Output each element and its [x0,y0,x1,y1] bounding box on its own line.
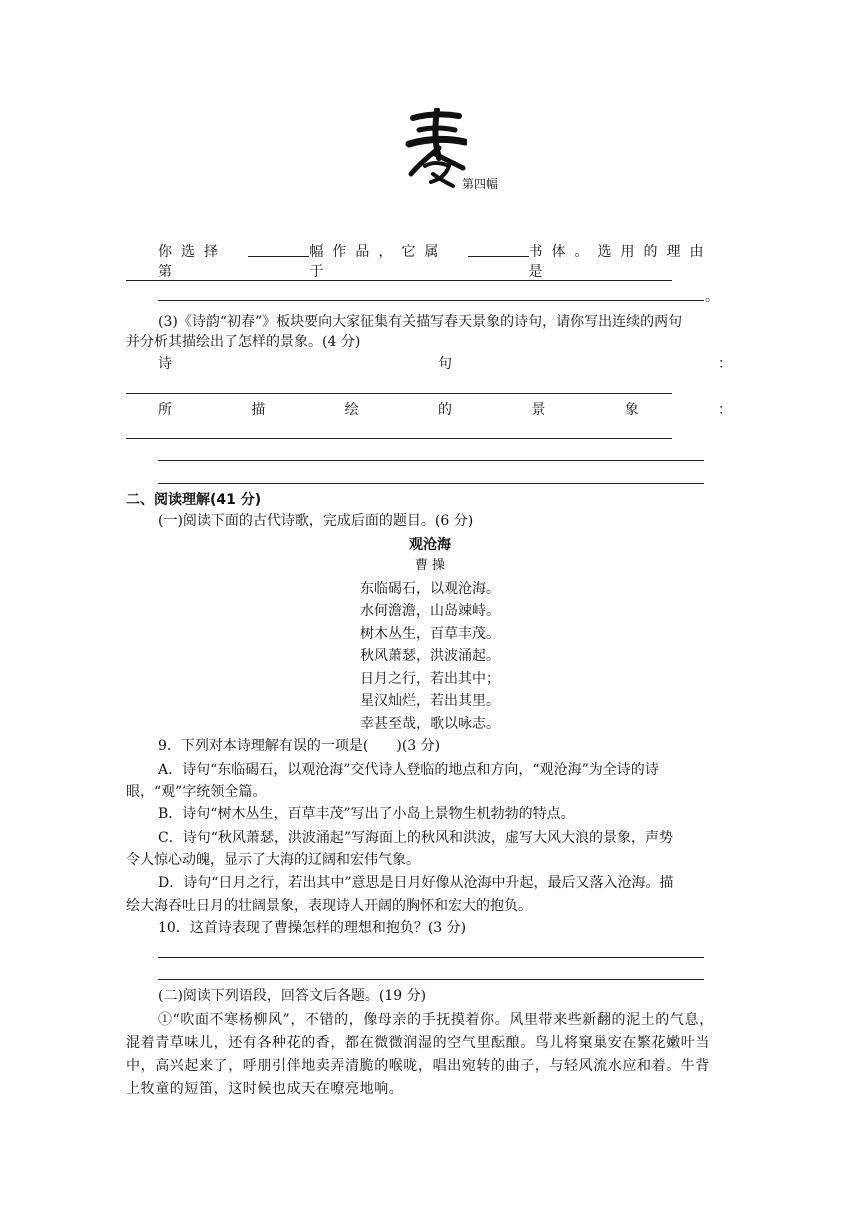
poem-line: 星汉灿烂，若出其里。 [360,693,500,709]
q8-text-c: 书体。选用的理由是 [528,244,713,280]
answer-line[interactable] [126,438,672,439]
scene-label-char: ： [717,402,732,418]
poem-title: 观沧海 [409,537,451,553]
q9-option-d: D．诗句“日月之行，若出其中”意思是日月好像从沧海中升起，最后又落入沧海。描 [158,875,674,891]
q9-stem: 9．下列对本诗理解有误的一项是( )(3 分) [158,738,441,754]
passage-line: ①“吹面不寒杨柳风”，不错的，像母亲的手抚摸着你。风里带来些新翻的泥土的气息， [158,1012,714,1028]
q9-option-d-cont: 绘大海吞吐日月的壮阔景象，表现诗人开阔的胸怀和宏大的抱负。 [126,898,532,914]
scene-label-char: 所 [158,402,172,418]
answer-line[interactable] [126,393,672,394]
verse-label-char: 诗 [158,356,172,372]
poem-line: 幸甚至哉，歌以咏志。 [360,716,500,732]
poem-line: 东临碣石，以观沧海。 [360,581,500,597]
answer-line[interactable] [158,300,704,301]
scene-label-char: 的 [437,402,452,418]
scene-label-row [158,400,732,420]
q8-end-mark: 。 [705,289,719,305]
q9-option-a-cont: 眼，“观”字统领全篇。 [126,784,267,800]
poem-line: 秋风萧瑟，洪波涌起。 [360,648,500,664]
q9-option-a: A．诗句“东临碣石，以观沧海”交代诗人登临的地点和方向，“观沧海”为全诗的诗 [158,762,659,778]
q9-option-b: B．诗句“树木丛生，百草丰茂”写出了小岛上景物生机勃勃的特点。 [158,806,575,822]
answer-line[interactable] [158,957,704,958]
calligraphy-artwork [405,108,467,188]
verse-label-row [158,354,732,374]
answer-line[interactable] [158,460,704,461]
verse-label-char: 句 [438,356,452,372]
scene-label-char: 象 [624,402,639,418]
poem-line: 水何澹澹，山岛竦峙。 [360,603,500,619]
q8-blank-number[interactable] [248,242,309,257]
answer-line[interactable] [158,979,704,980]
part2-intro: (二)阅读下列语段，回答文后各题。(19 分) [158,988,427,1004]
scene-label-char: 景 [531,402,546,418]
passage-line: 混着青草味儿，还有各种花的香，都在微微润湿的空气里酝酿。鸟儿将窠巢安在繁花嫩叶当 [126,1035,710,1051]
poem-author: 曹 操 [414,558,446,573]
artwork-caption: 第四幅 [462,177,499,191]
q9-option-c-cont: 令人惊心动魄，显示了大海的辽阔和宏伟气象。 [126,852,420,868]
q8-choice-line [158,242,732,282]
section-heading: 二、阅读理解(41 分) [126,492,262,508]
q8-text-a: 你选择第 [158,244,227,280]
q8-text-b: 幅作品，它属于 [309,244,448,280]
poem-line: 树木丛生，百草丰茂。 [360,626,500,642]
poem-line: 日月之行，若出其中； [360,671,500,687]
answer-line[interactable] [126,280,672,281]
q8-blank-script[interactable] [468,242,529,257]
scene-label-char: 绘 [344,402,359,418]
q8-3-line1: (3)《诗韵“初春”》板块要向大家征集有关描写春天景象的诗句，请你写出连续的两句 [158,314,683,330]
part1-intro: (一)阅读下面的古代诗歌，完成后面的题目。(6 分) [158,513,474,529]
passage-line: 中，高兴起来了，呼朋引伴地卖弄清脆的喉咙，唱出宛转的曲子，与轻风流水应和着。牛背 [126,1058,710,1074]
q8-3-line2: 并分析其描绘出了怎样的景象。(4 分) [126,334,361,350]
q10-stem: 10．这首诗表现了曹操怎样的理想和抱负？(3 分) [158,920,467,936]
scene-label-char: 描 [251,402,266,418]
q9-option-c: C．诗句“秋风萧瑟，洪波涌起”写海面上的秋风和洪波，虚写大风大浪的景象，声势 [158,830,674,846]
verse-label-char: ： [718,356,732,372]
passage-line: 上牧童的短笛，这时候也成天在嘹亮地响。 [126,1081,404,1097]
answer-line[interactable] [158,483,704,484]
